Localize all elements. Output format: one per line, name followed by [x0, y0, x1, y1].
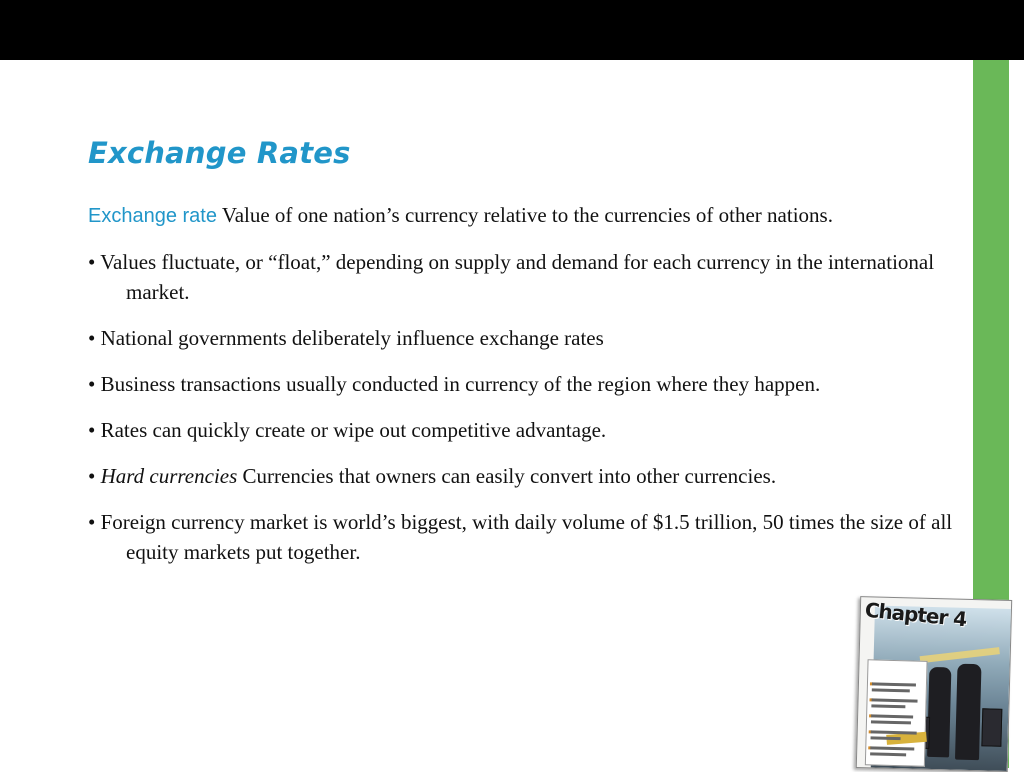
top-bar [0, 0, 1024, 60]
text-line [872, 688, 910, 692]
text-line [871, 698, 917, 702]
traveler-figure [955, 664, 982, 761]
cover-contents-panel [865, 659, 928, 767]
traveler-figure [927, 667, 951, 758]
bullet-foreign-currency-market: • Foreign currency market is world’s biggest, with daily volume of $1.5 trillion, 50 times the size of all equity markets put together. [88, 510, 953, 564]
text-line [870, 752, 906, 756]
slide-body [88, 200, 958, 583]
bullet-marker: • [88, 464, 101, 488]
text-line [870, 746, 914, 750]
slide-title: Exchange Rates [88, 136, 351, 170]
term-exchange-rate: Exchange rate [88, 205, 217, 227]
text-line [871, 714, 913, 718]
term-hard-currencies: Hard currencies [100, 464, 238, 488]
suitcase [981, 708, 1002, 747]
bullet-values-fluctuate: • Values fluctuate, or “float,” depending on supply and demand for each currency in the international market. [88, 250, 935, 304]
text-line [871, 736, 901, 740]
definition-exchange-rate [88, 200, 958, 231]
chapter-cover-thumbnail [856, 596, 1010, 770]
bullet-competitive-advantage: • Rates can quickly create or wipe out competitive advantage. [88, 418, 607, 442]
text-line [872, 682, 916, 686]
cover-frame [856, 596, 1012, 772]
bullet-governments-influence: • National governments deliberately influence exchange rates [88, 326, 604, 350]
bullet-hard-currencies [88, 461, 958, 491]
text-line [871, 730, 917, 734]
hard-currencies-text: Currencies that owners can easily convert into other currencies. [237, 464, 777, 488]
bullet-business-transactions: • Business transactions usually conducted in currency of the region where they happen. [88, 372, 821, 396]
definition-text: Value of one nation’s currency relative to the currencies of other nations. [216, 203, 833, 227]
text-line [871, 720, 911, 724]
text-line [871, 704, 905, 708]
cover-heading: Chapter 4 [863, 597, 968, 632]
